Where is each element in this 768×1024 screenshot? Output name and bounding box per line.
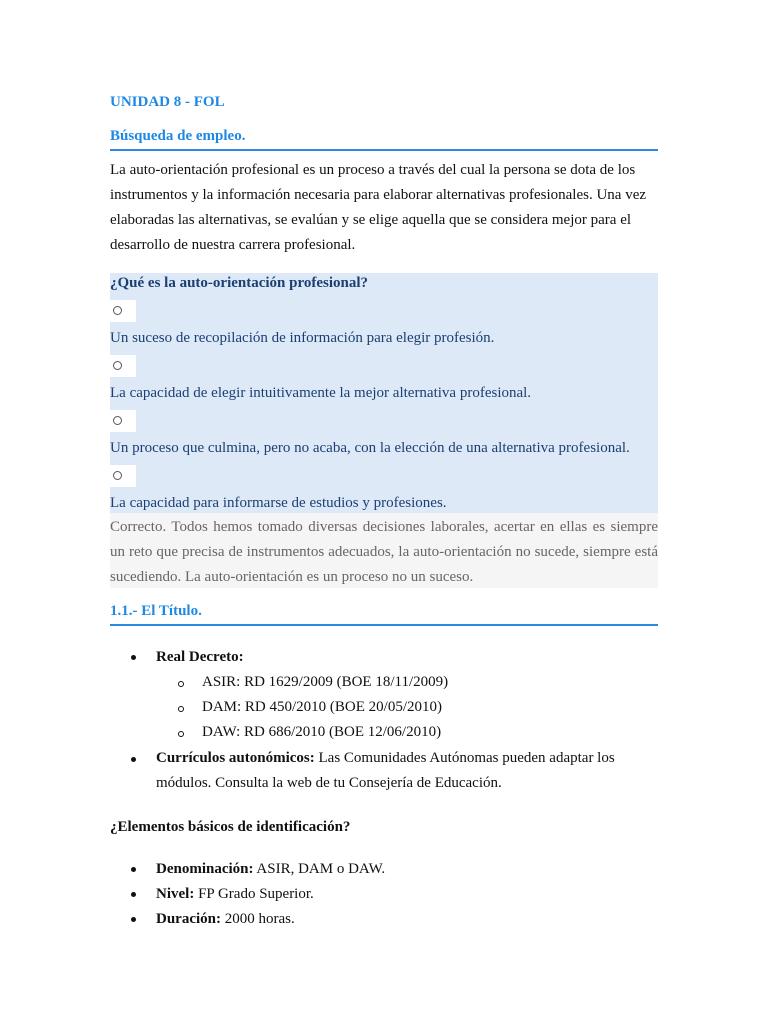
radio-option-2[interactable] <box>110 355 136 377</box>
curriculos-label: Currículos autonómicos: <box>156 750 315 766</box>
list-item-nivel <box>156 882 314 907</box>
circle-bullet-icon <box>178 681 184 687</box>
duracion-label: Duración: <box>156 911 221 927</box>
radio-option-1[interactable] <box>110 300 136 322</box>
quiz-box <box>110 273 658 513</box>
duracion-value: 2000 horas. <box>221 911 295 927</box>
denominacion-label: Denominación: <box>156 861 254 877</box>
intro-paragraph: La auto-orientación profesional es un proceso a través del cual la persona se dota de los instrumentos y la información necesaria para elaborar alternativas profesionales. Una vez elaboradas las alternativas, se evalúan y se elige aquella que se considera mejor para el desarrollo de nuestra carrera profesional. <box>110 162 647 253</box>
nivel-label: Nivel: <box>156 886 195 902</box>
option-label-3[interactable]: Un proceso que culmina, pero no acaba, con la elección de una alternativa profesional. <box>110 440 630 456</box>
radio-option-4[interactable] <box>110 465 136 487</box>
bullet-icon <box>131 917 136 922</box>
bullet-icon <box>131 867 136 872</box>
circle-bullet-icon <box>178 731 184 737</box>
list-item-duracion <box>156 907 295 932</box>
list-item-real-decreto <box>156 645 244 670</box>
radio-circle-icon <box>113 306 122 315</box>
identification-heading: ¿Elementos básicos de identificación? <box>110 819 351 835</box>
curriculos-text: Las Comunidades Autónomas pueden adaptar los módulos. Consulta la web de tu Consejería de Educación. <box>156 750 615 791</box>
decree-dam: DAM: RD 450/2010 (BOE 20/05/2010) <box>202 699 442 715</box>
circle-bullet-icon <box>178 706 184 712</box>
real-decreto-label: Real Decreto: <box>156 649 244 665</box>
decree-asir: ASIR: RD 1629/2009 (BOE 18/11/2009) <box>202 674 449 690</box>
bullet-icon <box>131 892 136 897</box>
quiz-feedback: Correcto. Todos hemos tomado diversas decisiones laborales, acertar en ellas es siempre un reto que precisa de instrumentos adecuados, la auto-orientación no sucede, siempre está sucediendo. La auto-orientación es un proceso no un suceso. <box>110 513 658 588</box>
option-label-1[interactable]: Un suceso de recopilación de información para elegir profesión. <box>110 330 495 346</box>
bullet-icon <box>131 655 136 660</box>
section-heading-busqueda: Búsqueda de empleo. <box>110 126 658 151</box>
quiz-question: ¿Qué es la auto-orientación profesional? <box>110 275 369 291</box>
bullet-icon <box>131 757 136 762</box>
denominacion-value: ASIR, DAM o DAW. <box>253 861 386 877</box>
option-label-4[interactable]: La capacidad para informarse de estudios y profesiones. <box>110 495 447 511</box>
decree-daw: DAW: RD 686/2010 (BOE 12/06/2010) <box>202 724 442 740</box>
radio-option-3[interactable] <box>110 410 136 432</box>
unit-title: UNIDAD 8 - FOL <box>110 94 225 110</box>
radio-circle-icon <box>113 416 122 425</box>
radio-circle-icon <box>113 361 122 370</box>
nivel-value: FP Grado Superior. <box>194 886 314 902</box>
section-heading-titulo: 1.1.- El Título. <box>110 601 658 626</box>
list-item-denominacion <box>156 857 385 882</box>
option-label-2[interactable]: La capacidad de elegir intuitivamente la mejor alternativa profesional. <box>110 385 532 401</box>
list-item-curriculos <box>156 746 636 796</box>
radio-circle-icon <box>113 471 122 480</box>
